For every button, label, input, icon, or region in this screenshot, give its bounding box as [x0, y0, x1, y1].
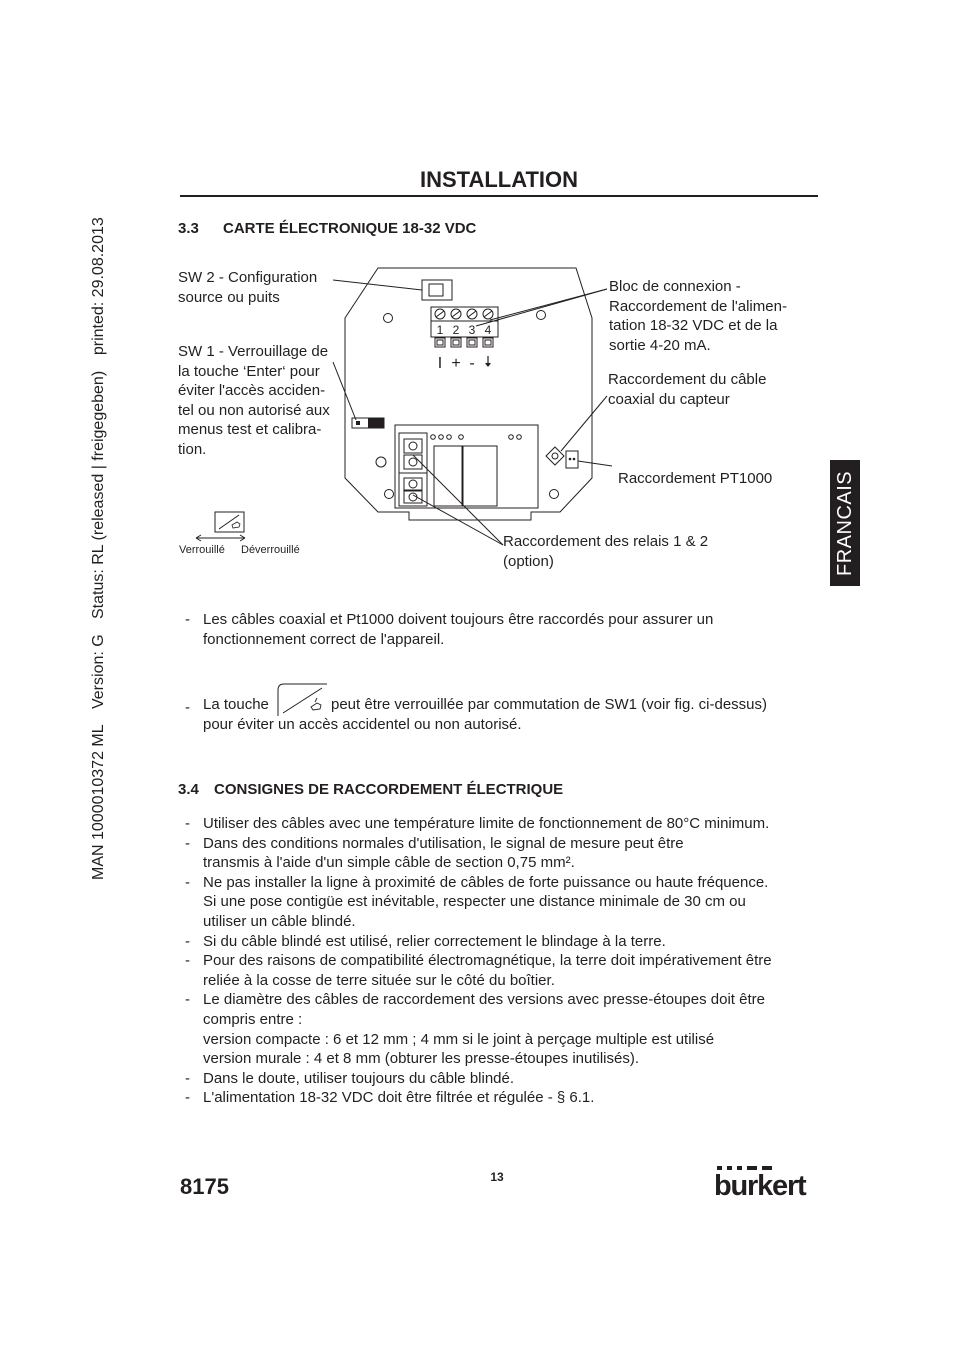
list-marker: -	[185, 873, 190, 891]
list-item	[178, 932, 818, 952]
mounting-hole	[550, 490, 559, 499]
note-cables	[203, 610, 713, 649]
terminal-number: 2	[452, 323, 460, 337]
list-marker: -	[185, 834, 190, 852]
list-marker: -	[185, 932, 190, 950]
note-cables-line: fonctionnement correct de l'appareil.	[203, 630, 445, 648]
list-item	[178, 1069, 818, 1089]
logo-text: burkert	[714, 1170, 806, 1202]
mounting-hole	[537, 311, 546, 320]
connector-screw	[409, 458, 417, 466]
list-item-line: reliée à la cosse de terre située sur le côté du boîtier.	[203, 971, 555, 989]
mounting-hole	[385, 490, 394, 499]
list-marker: -	[185, 611, 190, 628]
connector-screw	[409, 480, 417, 488]
connector-pin	[404, 439, 422, 453]
list-item-line: Si du câble blindé est utilisé, relier correctement le blindage à la terre.	[203, 932, 666, 950]
list-item-line: utiliser un câble blindé.	[203, 912, 356, 930]
relays-label-line: Raccordement des relais 1 & 2	[503, 533, 709, 550]
list-marker: -	[185, 1069, 190, 1087]
coax-leader-line	[561, 396, 607, 451]
coax-connector-pin	[552, 453, 558, 459]
list-item	[178, 834, 818, 873]
list-item-line: version murale : 4 et 8 mm (obturer les presse-étoupes inutilisés).	[203, 1050, 640, 1068]
enter-key-icon	[272, 681, 330, 719]
sw1-label-line: menus test et calibra-	[178, 421, 322, 439]
terminal-symbol-plus: +	[451, 355, 461, 372]
coax-label	[608, 370, 766, 409]
connection-block-label-line: sortie 4-20 mA.	[609, 336, 711, 354]
hand-icon	[232, 522, 240, 528]
section-3-4-heading	[178, 780, 564, 800]
sw1-switch-knob	[368, 418, 384, 428]
connection-block-label-line: Raccordement de l'alimen-	[609, 297, 787, 315]
coax-connector	[546, 447, 564, 465]
sw1-label-line: SW 1 - Verrouillage de	[178, 343, 329, 360]
unlocked-label: Déverrouillé	[241, 544, 300, 556]
sw2-switch	[422, 280, 452, 300]
section-number: 3.3	[178, 220, 199, 237]
terminal-symbol-minus: -	[469, 355, 475, 372]
list-item-line: L'alimentation 18-32 VDC doit être filtrée et régulée - § 6.1.	[203, 1089, 595, 1107]
coax-label-line: coaxial du capteur	[608, 390, 730, 408]
list-item	[178, 1088, 818, 1108]
document-stamp	[89, 155, 109, 880]
list-item-line: compris entre :	[203, 1010, 303, 1028]
list-marker: -	[185, 991, 190, 1009]
stamp-printed-date: printed: 29.08.2013	[90, 217, 107, 356]
pt1000-pin	[573, 458, 576, 461]
note-key-lock-line2: pour éviter un accès accidentel ou non autorisé.	[203, 716, 522, 733]
list-item	[178, 951, 818, 990]
relay-1	[434, 446, 462, 506]
pt1000-connector	[566, 451, 578, 468]
sw1-label-line: éviter l'accès acciden-	[178, 382, 326, 400]
enter-key-icon	[190, 508, 250, 544]
product-model: 8175	[180, 1174, 229, 1199]
terminal-number: 1	[436, 323, 444, 337]
list-item-line: version compacte : 6 et 12 mm ; 4 mm si le joint à perçage multiple est utilisé	[203, 1030, 715, 1048]
language-tab-label: FRANCAIS	[834, 470, 856, 576]
board-component	[376, 457, 386, 467]
section-number: 3.4	[178, 781, 199, 798]
sw2-label-line: source ou puits	[178, 288, 280, 306]
list-item-line: Pour des raisons de compatibilité électromagnétique, la terre doit impérativement être	[203, 952, 772, 970]
list-item-line: Si une pose contigüe est inévitable, respecter une distance minimale de 30 cm ou	[203, 893, 746, 911]
list-item-line: Ne pas installer la ligne à proximité de câbles de forte puissance ou haute fréquence.	[203, 873, 769, 891]
pt1000-label: Raccordement PT1000	[618, 470, 773, 487]
circuit-board-diagram	[330, 255, 615, 555]
list-item-line: Dans des conditions normales d'utilisation, le signal de mesure peut être	[203, 834, 684, 852]
sw1-label	[178, 342, 330, 460]
relay-2	[463, 446, 497, 506]
connection-block-label-line: tation 18-32 VDC et de la	[609, 317, 778, 335]
list-item-line: Le diamètre des câbles de raccordement des versions avec presse-étoupes doit être	[203, 991, 765, 1009]
page-title: INSTALLATION	[419, 167, 579, 192]
list-item	[178, 814, 818, 834]
coax-label-line: Raccordement du câble	[608, 371, 767, 388]
note-key-lock-rest: peut être verrouillée par commutation de SW1 (voir fig. ci-dessus)	[331, 696, 768, 713]
title-rule	[180, 195, 818, 197]
connection-block-label	[609, 277, 787, 355]
board-led	[517, 435, 522, 440]
ground-arrow-icon	[485, 356, 491, 367]
section-title: CONSIGNES DE RACCORDEMENT ÉLECTRIQUE	[214, 781, 564, 798]
sw1-switch-mark	[356, 421, 360, 425]
section-3-3-heading	[178, 219, 477, 239]
key-slash	[219, 515, 239, 529]
burkert-logo	[714, 1164, 820, 1202]
list-marker: -	[185, 1089, 190, 1107]
board-led	[431, 435, 436, 440]
list-marker: -	[185, 815, 190, 832]
list-item-line: transmis à l'aide d'un simple câble de section 0,75 mm².	[203, 854, 575, 872]
sw2-label	[178, 268, 317, 307]
terminal-number: 3	[468, 323, 476, 337]
board-led	[439, 435, 444, 440]
sw1-label-line: tel ou non autorisé aux	[178, 401, 330, 419]
connector-screw	[409, 442, 417, 450]
note-cables-line: Les câbles coaxial et Pt1000 doivent toujours être raccordés pour assurer un	[203, 611, 714, 628]
stamp-document-number: MAN 1000010372 ML	[90, 724, 107, 880]
connection-block-label-line: Bloc de connexion -	[609, 278, 741, 295]
terminal-symbol-current: I	[437, 355, 443, 372]
stamp-status: Status: RL (released | freigegeben)	[90, 370, 107, 619]
list-marker: -	[185, 699, 190, 716]
sw1-label-line: tion.	[178, 440, 207, 458]
sw2-switch-knob	[429, 284, 443, 296]
pt1000-leader-line	[578, 461, 612, 466]
note-key-lock-start: La touche	[203, 696, 269, 713]
list-item-line: Dans le doute, utiliser toujours du câble blindé.	[203, 1069, 515, 1087]
page-number: 13	[490, 1170, 504, 1184]
pt1000-pin	[569, 458, 572, 461]
list-item	[178, 873, 818, 932]
section-title: CARTE ÉLECTRONIQUE 18-32 VDC	[223, 220, 477, 237]
language-tab	[830, 460, 860, 586]
list-marker: -	[185, 952, 190, 970]
sw1-label-line: la touche ‘Enter‘ pour	[178, 362, 320, 380]
board-led	[447, 435, 452, 440]
board-outline	[345, 268, 592, 520]
hand-icon	[311, 698, 321, 710]
list-item-line: Utiliser des câbles avec une température limite de fonctionnement de 80°C minimum.	[203, 815, 770, 832]
relays-label-line: (option)	[503, 552, 554, 570]
board-led	[459, 435, 464, 440]
stamp-version: Version: G	[90, 634, 107, 709]
locked-label: Verrouillé	[179, 544, 225, 556]
mounting-hole	[384, 314, 393, 323]
terminal-number: 4	[484, 323, 492, 337]
sw2-label-line: SW 2 - Configuration	[178, 269, 318, 286]
sw2-leader-line	[333, 280, 422, 290]
wiring-rules-list	[178, 814, 818, 1108]
board-led	[509, 435, 514, 440]
list-item	[178, 990, 818, 1068]
